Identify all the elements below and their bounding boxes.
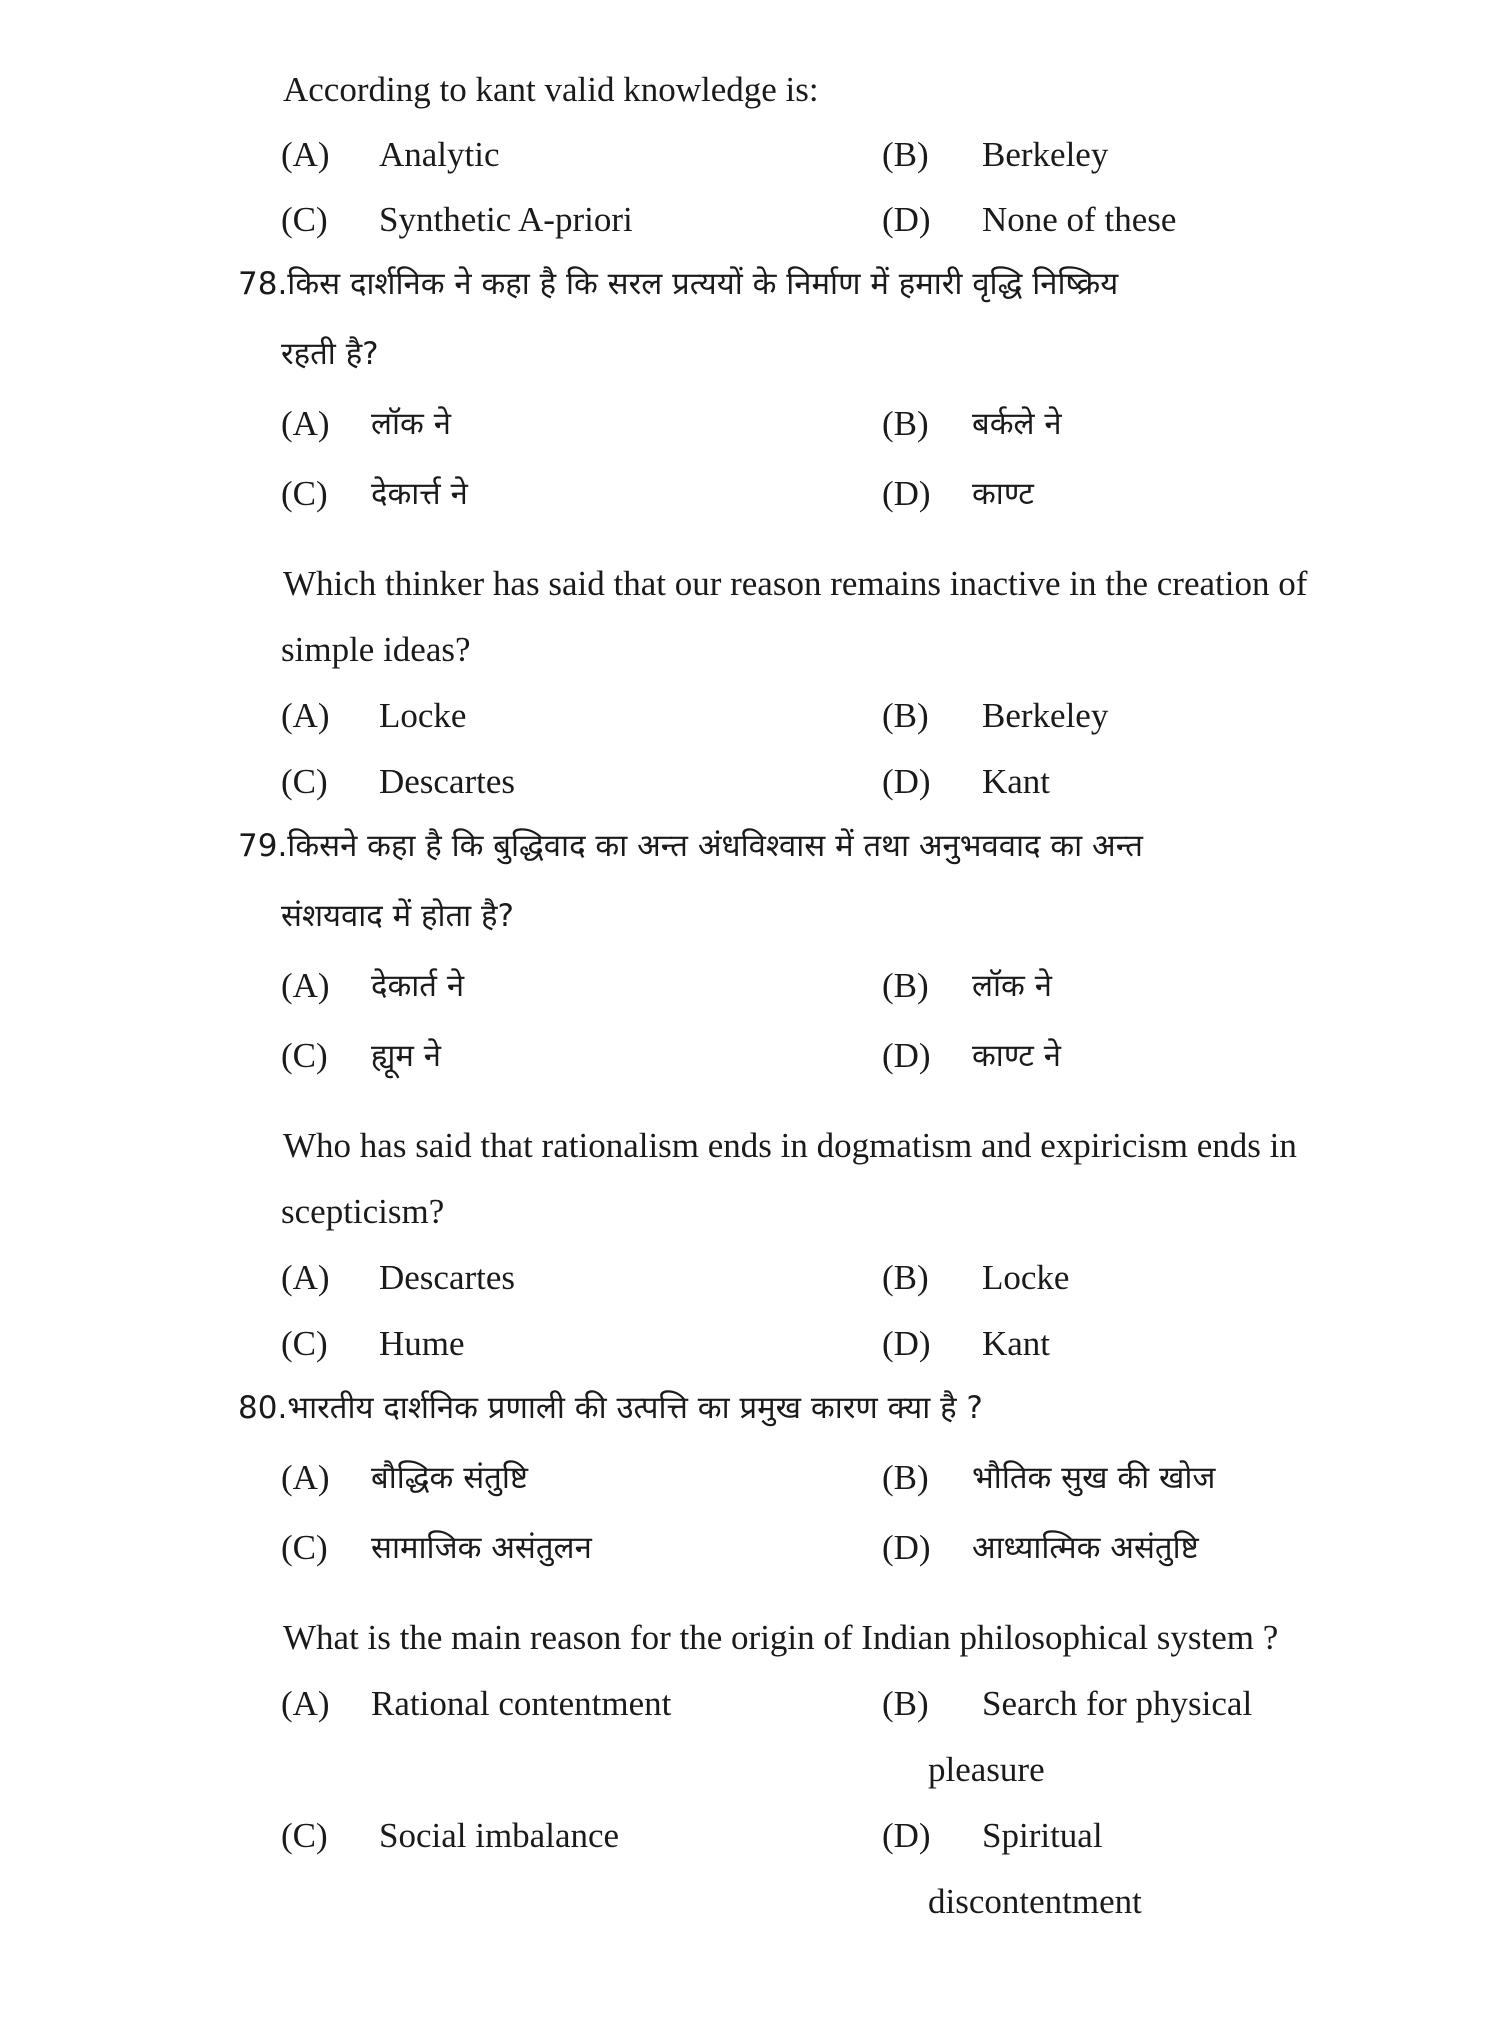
option-label-d: (D)	[882, 474, 931, 513]
option-c: देकार्त्त ने	[371, 476, 468, 512]
option-label-d: (D)	[882, 1528, 931, 1567]
option-b: Search for physical	[982, 1684, 1253, 1723]
option-c: Hume	[379, 1324, 465, 1363]
option-a: लॉक ने	[371, 406, 451, 442]
option-b: लॉक ने	[972, 968, 1052, 1004]
option-c: Descartes	[379, 762, 516, 801]
option-label-c: (C)	[281, 474, 328, 513]
option-b: भौतिक सुख की खोज	[972, 1460, 1216, 1496]
option-label-b: (B)	[882, 135, 929, 174]
option-c: सामाजिक असंतुलन	[371, 1530, 592, 1566]
option-label-b: (B)	[882, 404, 929, 443]
option-label-a: (A)	[281, 1258, 330, 1297]
option-label-a: (A)	[281, 135, 330, 174]
option-d: None of these	[982, 200, 1177, 239]
question-79-hi-line2: संशयवाद में होता है?	[281, 898, 514, 934]
option-label-d: (D)	[882, 1816, 931, 1855]
question-79-en-line1: Who has said that rationalism ends in dogmatism and expiricism ends in	[283, 1126, 1297, 1165]
option-c: Synthetic A-priori	[379, 200, 633, 239]
option-a: Descartes	[379, 1258, 516, 1297]
option-b: Berkeley	[982, 135, 1109, 174]
option-label-c: (C)	[281, 200, 328, 239]
option-d: काण्ट ने	[972, 1038, 1061, 1074]
option-d: Kant	[982, 1324, 1051, 1363]
option-a: Analytic	[379, 135, 500, 174]
question-78-en-line1: Which thinker has said that our reason remains inactive in the creation of	[283, 564, 1308, 603]
option-label-d: (D)	[882, 1324, 931, 1363]
option-b: Berkeley	[982, 696, 1109, 735]
question-80-hi: 80.भारतीय दार्शनिक प्रणाली की उत्पत्ति का प्रमुख कारण क्या है ?	[238, 1390, 983, 1426]
option-label-c: (C)	[281, 1036, 328, 1075]
option-a: Locke	[379, 696, 467, 735]
option-label-c: (C)	[281, 762, 328, 801]
question-77-en: According to kant valid knowledge is:	[283, 70, 819, 109]
question-79-en-line2: scepticism?	[281, 1192, 445, 1231]
option-d: Kant	[982, 762, 1051, 801]
option-label-d: (D)	[882, 762, 931, 801]
option-c: ह्यूम ने	[371, 1038, 441, 1074]
option-d: आध्यात्मिक असंतुष्टि	[972, 1530, 1199, 1566]
option-label-b: (B)	[882, 1684, 929, 1723]
option-d-continued: discontentment	[928, 1882, 1142, 1921]
option-d: Spiritual	[982, 1816, 1103, 1855]
option-label-b: (B)	[882, 1258, 929, 1297]
option-label-b: (B)	[882, 966, 929, 1005]
option-label-b: (B)	[882, 696, 929, 735]
option-label-c: (C)	[281, 1528, 328, 1567]
option-label-a: (A)	[281, 404, 330, 443]
option-label-a: (A)	[281, 966, 330, 1005]
option-b-continued: pleasure	[928, 1750, 1045, 1789]
option-label-d: (D)	[882, 200, 931, 239]
question-78-hi-line1: 78.किस दार्शनिक ने कहा है कि सरल प्रत्ययों के निर्माण में हमारी वृद्धि निष्क्रिय	[238, 266, 1119, 302]
question-79-hi-line1: 79.किसने कहा है कि बुद्धिवाद का अन्त अंधविश्वास में तथा अनुभववाद का अन्त	[238, 828, 1143, 864]
option-label-b: (B)	[882, 1458, 929, 1497]
option-a: Rational contentment	[371, 1684, 672, 1723]
option-label-c: (C)	[281, 1324, 328, 1363]
option-a: देकार्त ने	[371, 968, 465, 1004]
option-label-a: (A)	[281, 696, 330, 735]
option-label-a: (A)	[281, 1684, 330, 1723]
option-b: Locke	[982, 1258, 1070, 1297]
question-78-en-line2: simple ideas?	[281, 630, 471, 669]
option-a: बौद्धिक संतुष्टि	[371, 1460, 528, 1496]
option-label-c: (C)	[281, 1816, 328, 1855]
option-label-d: (D)	[882, 1036, 931, 1075]
question-80-en: What is the main reason for the origin of Indian philosophical system ?	[283, 1618, 1279, 1657]
option-d: काण्ट	[972, 476, 1034, 512]
option-c: Social imbalance	[379, 1816, 620, 1855]
option-label-a: (A)	[281, 1458, 330, 1497]
option-b: बर्कले ने	[972, 406, 1062, 442]
question-78-hi-line2: रहती है?	[281, 336, 379, 372]
